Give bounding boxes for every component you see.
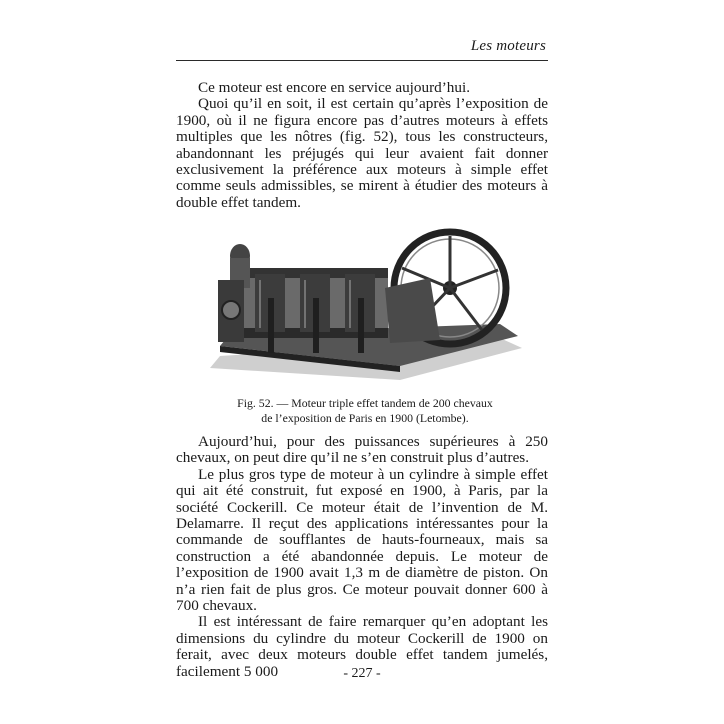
- engine-illustration: [200, 228, 530, 388]
- paragraph: Quoi qu’il en soit, il est certain qu’après l’exposition de 1900, où il ne figura encore pas d’autres moteurs à effets multiples que les nôtres (fig. 52), tous les constructeurs, abandonnant les préjugés qui leur avaient fait donner exclusivement la préférence aux moteurs à simple effet comme seuls admissibles, se mirent à étudier des moteurs à double effet tandem.: [176, 95, 548, 211]
- paragraph: Le plus gros type de moteur à un cylindre à simple effet qui ait été construit, fut exposé en 1900, à Paris, par la société Cockerill. Ce moteur était de l’invention de M. Delamarre. Il reçut des applications intéressantes pour la commande de soufflantes de hauts-fourneaux, mais sa construction a été abandonnée depuis. Le moteur de l’exposition de 1900 avait 1,3 m de diamètre de piston. On n’a rien fait de plus gros. Ce moteur pouvait donner 600 à 700 chevaux.: [176, 465, 548, 615]
- engine-engraving: [200, 228, 530, 388]
- header-title: Les moteurs: [470, 38, 546, 54]
- text-block-top: [176, 80, 548, 211]
- page-number: - 227 -: [343, 666, 381, 681]
- caption-line: de l’exposition de Paris en 1900 (Letombe).: [261, 411, 469, 425]
- caption-line: Fig. 52. — Moteur triple effet tandem de 200 chevaux: [237, 396, 493, 410]
- figure-caption: [200, 396, 530, 426]
- paragraph: Il est intéressant de faire remarquer qu’en adoptant les dimensions du cylindre du moteur Cockerill de 1900 on ferait, avec deux moteurs double effet tandem jumelés, facilement 5 000: [176, 613, 548, 680]
- paragraph: Ce moteur est encore en service aujourd’hui.: [198, 79, 471, 96]
- paragraph: Aujourd’hui, pour des puissances supérieures à 250 chevaux, on peut dire qu’il ne s’en construit plus d’autres.: [176, 433, 548, 467]
- running-header: [176, 36, 548, 61]
- text-block-bottom: [176, 434, 548, 680]
